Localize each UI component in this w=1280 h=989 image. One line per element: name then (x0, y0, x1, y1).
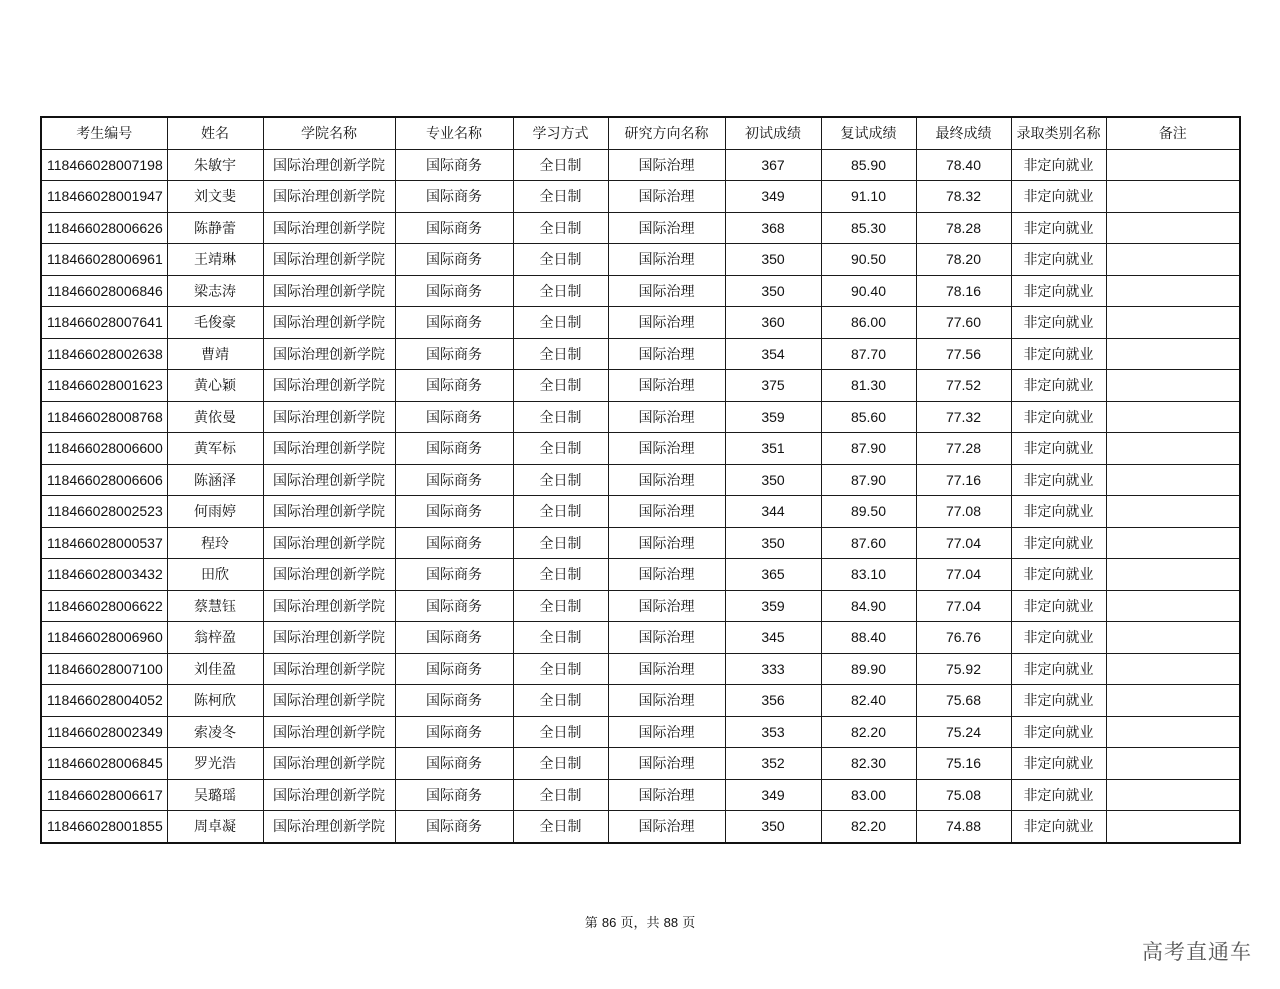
cell-study-mode: 全日制 (513, 559, 608, 591)
cell-prelim-score: 344 (725, 496, 821, 528)
cell-major: 国际商务 (395, 527, 513, 559)
cell-final-score: 75.16 (916, 748, 1011, 780)
cell-remarks (1106, 212, 1240, 244)
column-header-remarks: 备注 (1106, 117, 1240, 149)
cell-candidate-id: 118466028006961 (41, 244, 167, 276)
cell-admission-category: 非定向就业 (1011, 212, 1106, 244)
cell-prelim-score: 351 (725, 433, 821, 465)
cell-final-score: 76.76 (916, 622, 1011, 654)
cell-name: 刘佳盈 (167, 653, 263, 685)
cell-research-direction: 国际治理 (608, 653, 725, 685)
cell-candidate-id: 118466028007198 (41, 149, 167, 181)
cell-name: 王靖琳 (167, 244, 263, 276)
cell-major: 国际商务 (395, 748, 513, 780)
cell-research-direction: 国际治理 (608, 622, 725, 654)
cell-name: 陈涵泽 (167, 464, 263, 496)
cell-study-mode: 全日制 (513, 748, 608, 780)
cell-final-score: 77.56 (916, 338, 1011, 370)
cell-final-score: 75.24 (916, 716, 1011, 748)
cell-retest-score: 89.50 (821, 496, 916, 528)
table-row (41, 748, 1240, 780)
cell-admission-category: 非定向就业 (1011, 275, 1106, 307)
cell-name: 陈静蕾 (167, 212, 263, 244)
cell-college: 国际治理创新学院 (263, 716, 395, 748)
current-page-number: 86 (601, 915, 617, 930)
cell-admission-category: 非定向就业 (1011, 496, 1106, 528)
cell-major: 国际商务 (395, 653, 513, 685)
cell-study-mode: 全日制 (513, 401, 608, 433)
cell-research-direction: 国际治理 (608, 244, 725, 276)
cell-study-mode: 全日制 (513, 307, 608, 339)
cell-final-score: 78.28 (916, 212, 1011, 244)
cell-research-direction: 国际治理 (608, 181, 725, 213)
footer-suffix: 页 (682, 916, 696, 931)
cell-final-score: 78.40 (916, 149, 1011, 181)
cell-retest-score: 82.30 (821, 748, 916, 780)
cell-study-mode: 全日制 (513, 181, 608, 213)
cell-name: 曹靖 (167, 338, 263, 370)
cell-admission-category: 非定向就业 (1011, 685, 1106, 717)
cell-college: 国际治理创新学院 (263, 401, 395, 433)
cell-research-direction: 国际治理 (608, 275, 725, 307)
cell-final-score: 77.28 (916, 433, 1011, 465)
cell-admission-category: 非定向就业 (1011, 590, 1106, 622)
cell-remarks (1106, 622, 1240, 654)
table-row (41, 653, 1240, 685)
table-row (41, 244, 1240, 276)
cell-college: 国际治理创新学院 (263, 464, 395, 496)
cell-college: 国际治理创新学院 (263, 275, 395, 307)
cell-study-mode: 全日制 (513, 464, 608, 496)
cell-study-mode: 全日制 (513, 433, 608, 465)
cell-study-mode: 全日制 (513, 212, 608, 244)
cell-major: 国际商务 (395, 181, 513, 213)
table-row (41, 559, 1240, 591)
cell-college: 国际治理创新学院 (263, 527, 395, 559)
table-row (41, 370, 1240, 402)
cell-prelim-score: 359 (725, 590, 821, 622)
table-body (41, 149, 1240, 843)
cell-prelim-score: 350 (725, 244, 821, 276)
cell-study-mode: 全日制 (513, 338, 608, 370)
column-header-research-direction: 研究方向名称 (608, 117, 725, 149)
cell-final-score: 75.08 (916, 779, 1011, 811)
cell-remarks (1106, 527, 1240, 559)
column-header-candidate-id: 考生编号 (41, 117, 167, 149)
cell-research-direction: 国际治理 (608, 716, 725, 748)
cell-prelim-score: 365 (725, 559, 821, 591)
cell-major: 国际商务 (395, 275, 513, 307)
cell-prelim-score: 349 (725, 181, 821, 213)
cell-prelim-score: 352 (725, 748, 821, 780)
cell-college: 国际治理创新学院 (263, 622, 395, 654)
cell-remarks (1106, 464, 1240, 496)
cell-study-mode: 全日制 (513, 685, 608, 717)
table-row (41, 811, 1240, 843)
cell-candidate-id: 118466028001855 (41, 811, 167, 843)
cell-candidate-id: 118466028000537 (41, 527, 167, 559)
cell-major: 国际商务 (395, 811, 513, 843)
cell-prelim-score: 354 (725, 338, 821, 370)
cell-retest-score: 90.40 (821, 275, 916, 307)
cell-remarks (1106, 653, 1240, 685)
cell-major: 国际商务 (395, 496, 513, 528)
cell-retest-score: 82.20 (821, 716, 916, 748)
watermark-text: 高考直通车 (1142, 940, 1252, 964)
cell-name: 翁梓盈 (167, 622, 263, 654)
cell-admission-category: 非定向就业 (1011, 811, 1106, 843)
cell-research-direction: 国际治理 (608, 496, 725, 528)
cell-research-direction: 国际治理 (608, 370, 725, 402)
cell-retest-score: 82.20 (821, 811, 916, 843)
cell-remarks (1106, 559, 1240, 591)
cell-major: 国际商务 (395, 244, 513, 276)
cell-major: 国际商务 (395, 212, 513, 244)
cell-prelim-score: 350 (725, 527, 821, 559)
cell-final-score: 77.16 (916, 464, 1011, 496)
page-number-footer (0, 912, 1280, 931)
cell-admission-category: 非定向就业 (1011, 559, 1106, 591)
cell-name: 毛俊豪 (167, 307, 263, 339)
table-row (41, 338, 1240, 370)
cell-prelim-score: 350 (725, 464, 821, 496)
cell-major: 国际商务 (395, 779, 513, 811)
cell-research-direction: 国际治理 (608, 338, 725, 370)
cell-prelim-score: 353 (725, 716, 821, 748)
cell-major: 国际商务 (395, 622, 513, 654)
cell-final-score: 75.68 (916, 685, 1011, 717)
cell-study-mode: 全日制 (513, 496, 608, 528)
cell-major: 国际商务 (395, 685, 513, 717)
table-row (41, 716, 1240, 748)
cell-major: 国际商务 (395, 590, 513, 622)
cell-major: 国际商务 (395, 370, 513, 402)
cell-study-mode: 全日制 (513, 590, 608, 622)
cell-remarks (1106, 370, 1240, 402)
admission-list-sheet (40, 116, 1239, 844)
cell-remarks (1106, 716, 1240, 748)
cell-admission-category: 非定向就业 (1011, 527, 1106, 559)
cell-name: 黄军标 (167, 433, 263, 465)
cell-college: 国际治理创新学院 (263, 559, 395, 591)
cell-final-score: 77.60 (916, 307, 1011, 339)
cell-study-mode: 全日制 (513, 653, 608, 685)
cell-remarks (1106, 779, 1240, 811)
cell-research-direction: 国际治理 (608, 559, 725, 591)
cell-prelim-score: 356 (725, 685, 821, 717)
cell-final-score: 77.04 (916, 527, 1011, 559)
cell-candidate-id: 118466028002638 (41, 338, 167, 370)
cell-admission-category: 非定向就业 (1011, 716, 1106, 748)
cell-college: 国际治理创新学院 (263, 370, 395, 402)
cell-final-score: 77.32 (916, 401, 1011, 433)
footer-prefix: 第 (584, 916, 598, 931)
cell-admission-category: 非定向就业 (1011, 370, 1106, 402)
cell-admission-category: 非定向就业 (1011, 622, 1106, 654)
table-header-row (41, 117, 1240, 149)
cell-college: 国际治理创新学院 (263, 653, 395, 685)
cell-remarks (1106, 590, 1240, 622)
cell-final-score: 77.04 (916, 590, 1011, 622)
cell-candidate-id: 118466028008768 (41, 401, 167, 433)
cell-retest-score: 84.90 (821, 590, 916, 622)
cell-remarks (1106, 149, 1240, 181)
cell-college: 国际治理创新学院 (263, 212, 395, 244)
table-row (41, 149, 1240, 181)
cell-study-mode: 全日制 (513, 716, 608, 748)
cell-prelim-score: 359 (725, 401, 821, 433)
cell-research-direction: 国际治理 (608, 779, 725, 811)
cell-candidate-id: 118466028006626 (41, 212, 167, 244)
cell-admission-category: 非定向就业 (1011, 433, 1106, 465)
cell-remarks (1106, 401, 1240, 433)
cell-name: 罗光浩 (167, 748, 263, 780)
cell-name: 黄心颖 (167, 370, 263, 402)
cell-research-direction: 国际治理 (608, 401, 725, 433)
table-row (41, 464, 1240, 496)
cell-final-score: 78.32 (916, 181, 1011, 213)
table-row (41, 779, 1240, 811)
column-header-admission-category: 录取类别名称 (1011, 117, 1106, 149)
cell-admission-category: 非定向就业 (1011, 338, 1106, 370)
cell-name: 刘文斐 (167, 181, 263, 213)
cell-name: 田欣 (167, 559, 263, 591)
cell-retest-score: 81.30 (821, 370, 916, 402)
cell-name: 吴璐瑶 (167, 779, 263, 811)
cell-prelim-score: 375 (725, 370, 821, 402)
cell-remarks (1106, 433, 1240, 465)
footer-middle: 页，共 (620, 916, 660, 931)
cell-retest-score: 83.00 (821, 779, 916, 811)
cell-name: 蔡慧钰 (167, 590, 263, 622)
cell-major: 国际商务 (395, 433, 513, 465)
table-row (41, 401, 1240, 433)
cell-name: 陈柯欣 (167, 685, 263, 717)
cell-prelim-score: 367 (725, 149, 821, 181)
cell-final-score: 77.52 (916, 370, 1011, 402)
cell-college: 国际治理创新学院 (263, 181, 395, 213)
cell-study-mode: 全日制 (513, 275, 608, 307)
cell-major: 国际商务 (395, 338, 513, 370)
cell-prelim-score: 368 (725, 212, 821, 244)
cell-research-direction: 国际治理 (608, 433, 725, 465)
table-row (41, 590, 1240, 622)
cell-prelim-score: 350 (725, 275, 821, 307)
cell-retest-score: 83.10 (821, 559, 916, 591)
cell-candidate-id: 118466028006617 (41, 779, 167, 811)
cell-candidate-id: 118466028006622 (41, 590, 167, 622)
cell-retest-score: 87.60 (821, 527, 916, 559)
cell-candidate-id: 118466028006845 (41, 748, 167, 780)
admission-table (40, 116, 1241, 844)
cell-college: 国际治理创新学院 (263, 748, 395, 780)
cell-remarks (1106, 748, 1240, 780)
cell-retest-score: 82.40 (821, 685, 916, 717)
cell-candidate-id: 118466028006606 (41, 464, 167, 496)
table-row (41, 527, 1240, 559)
cell-candidate-id: 118466028007100 (41, 653, 167, 685)
cell-research-direction: 国际治理 (608, 149, 725, 181)
cell-remarks (1106, 307, 1240, 339)
cell-major: 国际商务 (395, 307, 513, 339)
column-header-study-mode: 学习方式 (513, 117, 608, 149)
cell-study-mode: 全日制 (513, 779, 608, 811)
cell-name: 何雨婷 (167, 496, 263, 528)
cell-research-direction: 国际治理 (608, 748, 725, 780)
table-row (41, 307, 1240, 339)
table-row (41, 685, 1240, 717)
column-header-retest-score: 复试成绩 (821, 117, 916, 149)
cell-major: 国际商务 (395, 401, 513, 433)
column-header-prelim-score: 初试成绩 (725, 117, 821, 149)
cell-college: 国际治理创新学院 (263, 685, 395, 717)
cell-admission-category: 非定向就业 (1011, 244, 1106, 276)
cell-admission-category: 非定向就业 (1011, 307, 1106, 339)
cell-admission-category: 非定向就业 (1011, 149, 1106, 181)
cell-retest-score: 85.60 (821, 401, 916, 433)
cell-research-direction: 国际治理 (608, 590, 725, 622)
cell-candidate-id: 118466028002349 (41, 716, 167, 748)
cell-candidate-id: 118466028004052 (41, 685, 167, 717)
cell-college: 国际治理创新学院 (263, 496, 395, 528)
cell-retest-score: 90.50 (821, 244, 916, 276)
cell-study-mode: 全日制 (513, 149, 608, 181)
column-header-name: 姓名 (167, 117, 263, 149)
cell-prelim-score: 349 (725, 779, 821, 811)
cell-prelim-score: 345 (725, 622, 821, 654)
cell-retest-score: 89.90 (821, 653, 916, 685)
cell-retest-score: 87.70 (821, 338, 916, 370)
cell-research-direction: 国际治理 (608, 811, 725, 843)
cell-study-mode: 全日制 (513, 244, 608, 276)
cell-prelim-score: 333 (725, 653, 821, 685)
cell-college: 国际治理创新学院 (263, 590, 395, 622)
cell-final-score: 77.08 (916, 496, 1011, 528)
table-row (41, 496, 1240, 528)
cell-remarks (1106, 181, 1240, 213)
cell-name: 朱敏宇 (167, 149, 263, 181)
cell-name: 周卓凝 (167, 811, 263, 843)
cell-college: 国际治理创新学院 (263, 244, 395, 276)
cell-college: 国际治理创新学院 (263, 149, 395, 181)
cell-candidate-id: 118466028003432 (41, 559, 167, 591)
cell-remarks (1106, 244, 1240, 276)
cell-name: 黄依曼 (167, 401, 263, 433)
cell-candidate-id: 118466028006600 (41, 433, 167, 465)
table-row (41, 433, 1240, 465)
total-page-number: 88 (663, 915, 679, 930)
cell-research-direction: 国际治理 (608, 307, 725, 339)
cell-retest-score: 85.90 (821, 149, 916, 181)
column-header-final-score: 最终成绩 (916, 117, 1011, 149)
cell-admission-category: 非定向就业 (1011, 653, 1106, 685)
cell-admission-category: 非定向就业 (1011, 401, 1106, 433)
cell-study-mode: 全日制 (513, 370, 608, 402)
cell-admission-category: 非定向就业 (1011, 779, 1106, 811)
cell-study-mode: 全日制 (513, 527, 608, 559)
cell-research-direction: 国际治理 (608, 212, 725, 244)
cell-prelim-score: 350 (725, 811, 821, 843)
cell-final-score: 78.20 (916, 244, 1011, 276)
cell-study-mode: 全日制 (513, 811, 608, 843)
cell-retest-score: 85.30 (821, 212, 916, 244)
cell-remarks (1106, 338, 1240, 370)
cell-remarks (1106, 811, 1240, 843)
cell-remarks (1106, 275, 1240, 307)
cell-admission-category: 非定向就业 (1011, 748, 1106, 780)
table-row (41, 275, 1240, 307)
cell-candidate-id: 118466028001947 (41, 181, 167, 213)
cell-college: 国际治理创新学院 (263, 811, 395, 843)
cell-admission-category: 非定向就业 (1011, 181, 1106, 213)
cell-retest-score: 91.10 (821, 181, 916, 213)
cell-study-mode: 全日制 (513, 622, 608, 654)
table-row (41, 181, 1240, 213)
cell-final-score: 74.88 (916, 811, 1011, 843)
table-row (41, 622, 1240, 654)
cell-name: 索凌冬 (167, 716, 263, 748)
cell-remarks (1106, 685, 1240, 717)
cell-retest-score: 88.40 (821, 622, 916, 654)
column-header-college: 学院名称 (263, 117, 395, 149)
cell-name: 程玲 (167, 527, 263, 559)
cell-research-direction: 国际治理 (608, 685, 725, 717)
cell-research-direction: 国际治理 (608, 464, 725, 496)
cell-final-score: 78.16 (916, 275, 1011, 307)
cell-prelim-score: 360 (725, 307, 821, 339)
cell-remarks (1106, 496, 1240, 528)
cell-name: 梁志涛 (167, 275, 263, 307)
cell-retest-score: 87.90 (821, 464, 916, 496)
cell-college: 国际治理创新学院 (263, 338, 395, 370)
cell-final-score: 77.04 (916, 559, 1011, 591)
cell-candidate-id: 118466028006846 (41, 275, 167, 307)
cell-major: 国际商务 (395, 716, 513, 748)
cell-college: 国际治理创新学院 (263, 307, 395, 339)
cell-college: 国际治理创新学院 (263, 433, 395, 465)
cell-major: 国际商务 (395, 464, 513, 496)
cell-candidate-id: 118466028001623 (41, 370, 167, 402)
cell-candidate-id: 118466028002523 (41, 496, 167, 528)
cell-major: 国际商务 (395, 559, 513, 591)
table-row (41, 212, 1240, 244)
cell-research-direction: 国际治理 (608, 527, 725, 559)
column-header-major: 专业名称 (395, 117, 513, 149)
cell-major: 国际商务 (395, 149, 513, 181)
cell-admission-category: 非定向就业 (1011, 464, 1106, 496)
cell-retest-score: 86.00 (821, 307, 916, 339)
cell-candidate-id: 118466028007641 (41, 307, 167, 339)
cell-college: 国际治理创新学院 (263, 779, 395, 811)
cell-final-score: 75.92 (916, 653, 1011, 685)
cell-candidate-id: 118466028006960 (41, 622, 167, 654)
cell-retest-score: 87.90 (821, 433, 916, 465)
